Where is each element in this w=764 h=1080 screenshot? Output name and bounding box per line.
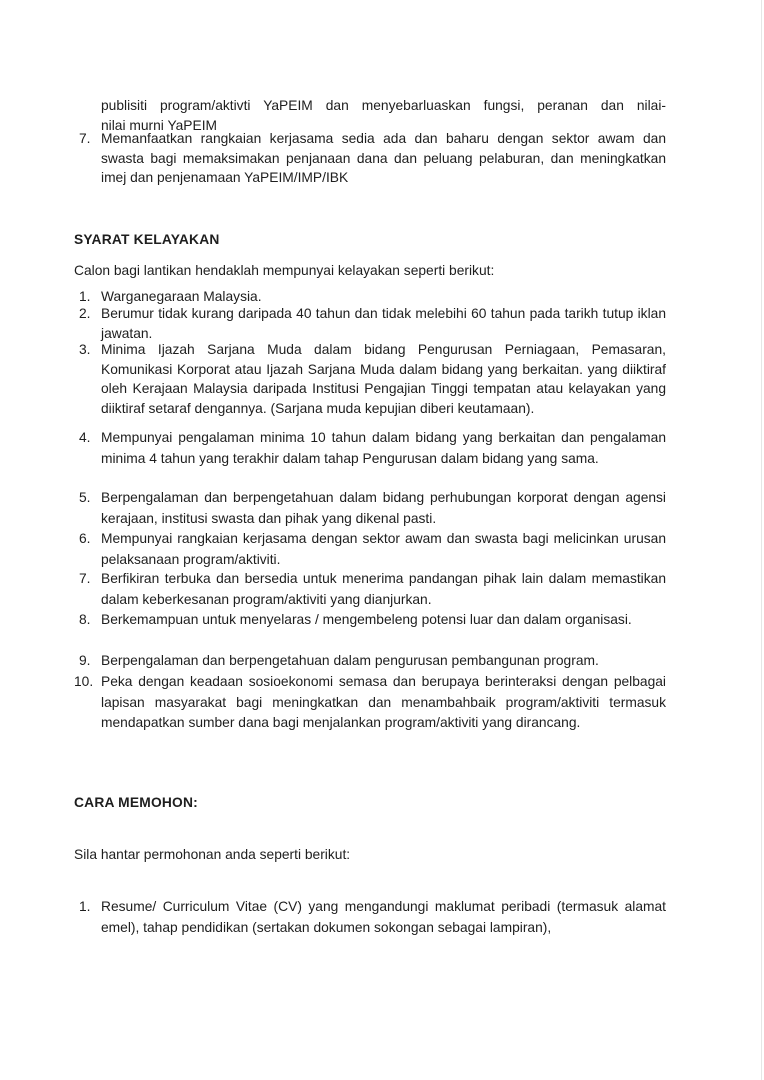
list-item-number: 1.: [79, 289, 91, 304]
list-item-number: 1.: [79, 899, 91, 914]
list-item-text: Berpengalaman dan berpengetahuan dalam bidang perhubungan korporat dengan agensi kerajaan, institusi swasta dan pihak yang dikenal pasti.: [101, 490, 666, 526]
list-item-text: Mempunyai pengalaman minima 10 tahun dalam bidang yang berkaitan dan pengalaman minima 4 tahun yang terakhir dalam tahap Pengurusan dalam bidang yang sama.: [101, 430, 666, 466]
syarat-item-2: [74, 304, 666, 343]
list-item-text: Warganegaraan Malaysia.: [101, 289, 262, 304]
list-item: [74, 896, 666, 938]
syarat-item-9: [74, 651, 666, 672]
page-edge-divider: [761, 0, 762, 1080]
list-item-text: Berpengalaman dan berpengetahuan dalam pengurusan pembangunan program.: [101, 653, 599, 668]
list-item: [74, 651, 666, 672]
syarat-intro: Calon bagi lantikan hendaklah mempunyai kelayakan seperti berikut:: [74, 263, 495, 278]
syarat-item-7: [74, 569, 666, 610]
list-item-number: 8.: [79, 612, 91, 627]
section-heading-cara: CARA MEMOHON:: [74, 795, 198, 810]
section-heading-syarat: SYARAT KELAYAKAN: [74, 232, 220, 247]
continuation-line-2: nilai murni YaPEIM: [101, 117, 218, 133]
list-item-text: Berkemampuan untuk menyelaras / mengembeleng potensi luar dan dalam organisasi.: [101, 612, 632, 627]
intro-item-7: [74, 129, 666, 188]
list-item-text: Resume/ Curriculum Vitae (CV) yang mengandungi maklumat peribadi (termasuk alamat emel), tahap pendidikan (sertakan dokumen sokongan sebagai lampiran),: [101, 899, 666, 935]
list-item: [74, 529, 666, 570]
list-item-number: 7.: [79, 131, 91, 146]
list-item-text: Memanfaatkan rangkaian kerjasama sedia ada dan baharu dengan sektor awam dan swasta bagi memaksimakan penjanaan dana dan peluang pelaburan, dan meningkatkan imej dan penjenamaan YaPEIM/IMP/IBK: [101, 131, 666, 186]
continuation-line-1: publisiti program/aktivti YaPEIM dan menyebarluaskan fungsi, peranan dan nilai-: [101, 98, 666, 113]
syarat-item-4: [74, 428, 666, 469]
list-item-text: Berfikiran terbuka dan bersedia untuk menerima pandangan pihak lain dalam memastikan dalam keberkesanan program/aktiviti yang dianjurkan.: [101, 571, 666, 607]
list-item-text: Berumur tidak kurang daripada 40 tahun dan tidak melebihi 60 tahun pada tarikh tutup iklan jawatan.: [101, 306, 666, 341]
cara-item-1: [74, 896, 666, 938]
list-item: [74, 340, 666, 418]
list-item-number: 5.: [79, 490, 91, 505]
list-item-number: 6.: [79, 531, 91, 546]
syarat-item-8: [74, 610, 666, 631]
list-item-number: 4.: [79, 430, 91, 445]
list-item-number: 3.: [79, 342, 91, 357]
list-item: [74, 569, 666, 610]
syarat-item-10: [74, 672, 666, 734]
list-item: [74, 428, 666, 469]
list-item: [74, 488, 666, 529]
cara-intro: Sila hantar permohonan anda seperti berikut:: [74, 847, 351, 862]
list-item-number: 9.: [79, 653, 91, 668]
list-item-text: Minima Ijazah Sarjana Muda dalam bidang Pengurusan Perniagaan, Pemasaran, Komunikasi Korporat atau Ijazah Sarjana Muda dalam bidang yang berkaitan. yang diiktiraf oleh Kerajaan Malaysia daripada Institusi Pengajian Tinggi tempatan atau kelayakan yang diiktiraf setaraf dengannya. (Sarjana muda kepujian diberi keutamaan).: [101, 342, 666, 416]
list-item: [74, 610, 666, 631]
list-item-text: Peka dengan keadaan sosioekonomi semasa dan berupaya berinteraksi dengan pelbagai lapisan masyarakat bagi meningkatkan dan menambahbaik program/aktiviti termasuk mendapatkan sumber dana bagi menjalankan program/aktiviti yang dirancang.: [101, 674, 666, 730]
list-item-text: Mempunyai rangkaian kerjasama dengan sektor awam dan swasta bagi melicinkan urusan pelaksanaan program/aktiviti.: [101, 531, 666, 567]
list-item-number: 10.: [74, 674, 94, 689]
syarat-item-5: [74, 488, 666, 529]
list-item-number: 2.: [79, 306, 91, 321]
list-item-number: 7.: [79, 571, 91, 586]
list-item: [74, 672, 666, 734]
syarat-item-6: [74, 529, 666, 570]
syarat-item-3: [74, 340, 666, 418]
list-item: [74, 304, 666, 343]
